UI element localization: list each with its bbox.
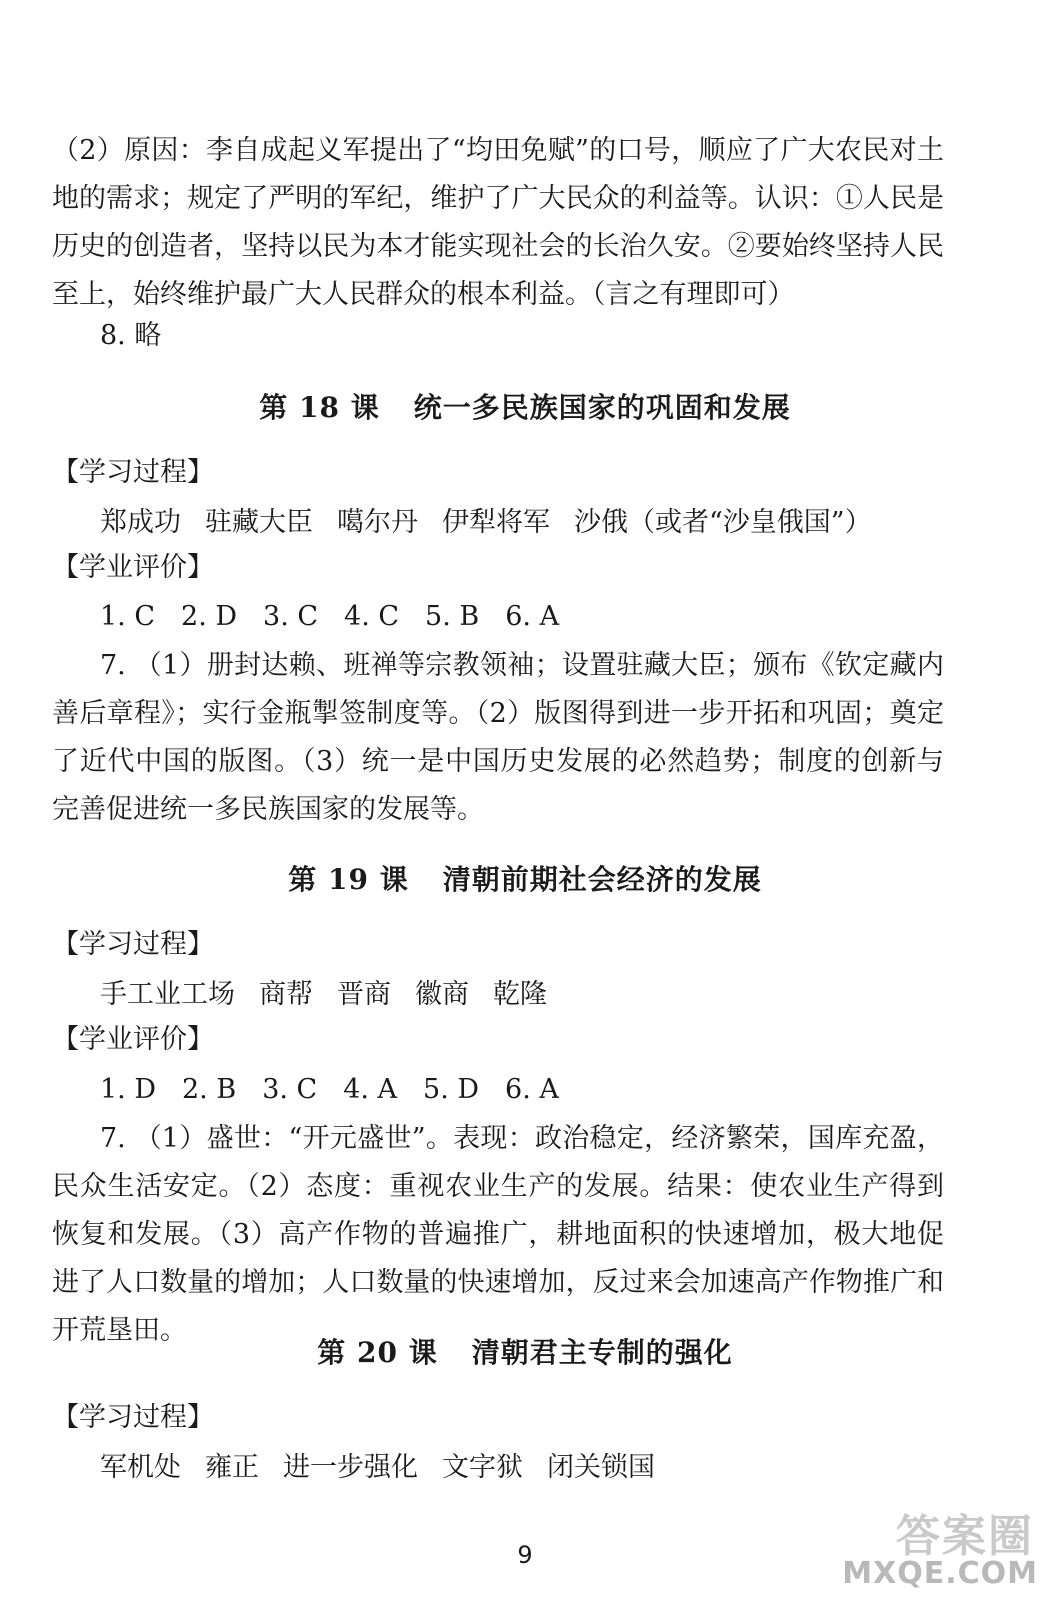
lesson-20-title: 清朝君主专制的强化 [471, 1336, 733, 1369]
lesson-19-number: 第 19 课 [288, 863, 409, 896]
lesson-18-terms [100, 505, 896, 541]
term: 晋商 [337, 979, 391, 1010]
lesson-18-process-label: 【学习过程】 [52, 457, 214, 488]
item-8: 8. 略 [100, 320, 162, 351]
answer: 1. D [100, 1074, 156, 1105]
answer: 5. B [425, 601, 480, 632]
term: 乾隆 [493, 979, 547, 1010]
lesson-18-title: 统一多民族国家的巩固和发展 [413, 391, 791, 424]
answer: 4. C [344, 601, 400, 632]
lesson-19-terms [100, 977, 571, 1013]
term: 噶尔丹 [337, 507, 418, 538]
answer: 4. A [343, 1074, 398, 1105]
answer: 6. A [505, 601, 560, 632]
lesson-19-eval-label: 【学业评价】 [52, 1024, 214, 1055]
term: 商帮 [259, 979, 313, 1010]
term: 闭关锁国 [547, 1452, 655, 1483]
answer: 6. A [505, 1074, 559, 1105]
term: 手工业工场 [100, 979, 235, 1010]
term: 伊犁将军 [442, 507, 550, 538]
term: 徽商 [415, 979, 469, 1010]
lesson-20-terms [100, 1450, 679, 1486]
term: 沙俄（或者“沙皇俄国”） [574, 507, 872, 538]
lesson-18-heading [0, 388, 1050, 428]
term: 进一步强化 [283, 1452, 418, 1483]
lesson-19-q7: 7. （1）盛世：“开元盛世”。表现：政治稳定，经济繁荣，国库充盈，民众生活安定。（2）态度：重视农业生产的发展。结果：使农业生产得到恢复和发展。（3）高产作物的普遍推广，耕地面积的快速增加，极大地促进了人口数量的增加；人口数量的快速增加，反过来会加速高产作物推广和开荒垦田。 [52, 1123, 944, 1346]
lesson-19-title: 清朝前期社会经济的发展 [442, 863, 762, 896]
lesson-18-number: 第 18 课 [259, 391, 380, 424]
lesson-20-number: 第 20 课 [317, 1336, 438, 1369]
lesson-18-eval-label: 【学业评价】 [52, 552, 214, 583]
lesson-18-answers [100, 599, 585, 635]
term: 文字狱 [442, 1452, 523, 1483]
answer: 3. C [262, 1074, 318, 1105]
answer: 2. B [182, 1074, 237, 1105]
term: 驻藏大臣 [205, 507, 313, 538]
page-number: 9 [517, 1541, 533, 1569]
answer-paragraph-reason: （2）原因：李自成起义军提出了“均田免赋”的口号，顺应了广大农民对土地的需求；规定了严明的军纪，维护了广大民众的利益等。认识：①人民是历史的创造者，坚持以民为本才能实现社会的长治久安。②要始终坚持人民至上，始终维护最广大人民群众的根本利益。（言之有理即可） [52, 135, 944, 310]
lesson-19-process-label: 【学习过程】 [52, 929, 214, 960]
watermark-logo: 答案圈 [896, 1511, 1034, 1562]
term: 雍正 [205, 1452, 259, 1483]
answer: 1. C [100, 601, 156, 632]
lesson-19-heading [0, 860, 1050, 900]
answer: 3. C [263, 601, 319, 632]
answer: 2. D [181, 601, 238, 632]
lesson-18-q7: 7. （1）册封达赖、班禅等宗教领袖；设置驻藏大臣；颁布《钦定藏内善后章程》；实行金瓶掣签制度等。（2）版图得到进一步开拓和巩固；奠定了近代中国的版图。（3）统一是中国历史发展的必然趋势；制度的创新与完善促进统一多民族国家的发展等。 [52, 650, 944, 825]
lesson-20-heading [0, 1333, 1050, 1373]
term: 郑成功 [100, 507, 181, 538]
watermark-site: MXQE.COM [842, 1556, 1038, 1591]
lesson-20-process-label: 【学习过程】 [52, 1402, 214, 1433]
answer: 5. D [423, 1074, 480, 1105]
term: 军机处 [100, 1452, 181, 1483]
lesson-19-answers [100, 1072, 585, 1108]
